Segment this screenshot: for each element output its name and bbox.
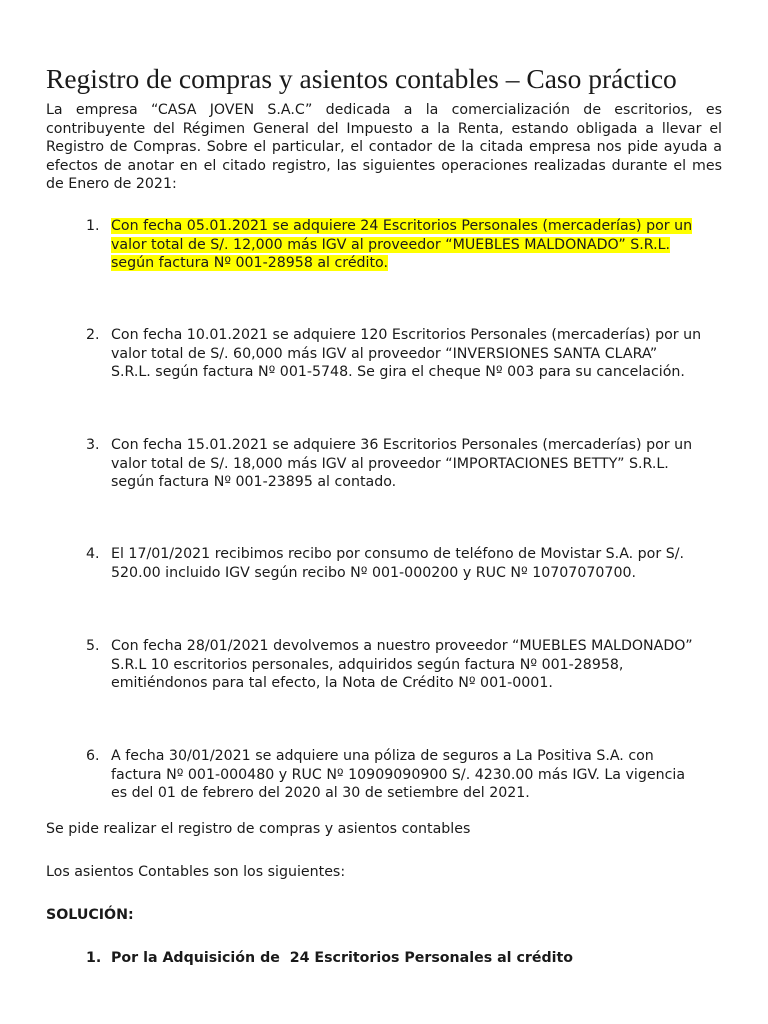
operation-line: Con fecha 10.01.2021 se adquiere 120 Escritorios Personales (mercaderías) por un <box>111 327 702 343</box>
operation-line: emitiéndonos para tal efecto, la Nota de Crédito Nº 001-0001. <box>111 675 553 691</box>
operation-line: El 17/01/2021 recibimos recibo por consumo de teléfono de Movistar S.A. por S/. <box>111 546 684 562</box>
highlighted-line: Con fecha 05.01.2021 se adquiere 24 Escritorios Personales (mercaderías) por un <box>111 218 693 234</box>
operation-text <box>111 436 711 492</box>
operation-line: S.R.L 10 escritorios personales, adquiridos según factura Nº 001-28958, <box>111 656 624 673</box>
operation-line: según factura Nº 001-23895 al contado. <box>111 474 397 490</box>
highlighted-line: valor total de S/. 12,000 más IGV al proveedor “MUEBLES MALDONADO” S.R.L. <box>111 236 671 253</box>
operation-number: 1. <box>86 218 100 234</box>
solution-number: 1. <box>86 950 102 966</box>
operation-text <box>111 637 711 693</box>
operation-item <box>46 637 722 693</box>
entries-intro-text: Los asientos Contables son los siguientes: <box>46 864 346 880</box>
operation-item <box>46 217 722 273</box>
operation-text <box>111 545 711 582</box>
operation-text <box>111 217 711 273</box>
operation-number: 6. <box>86 748 100 764</box>
operation-line: 520.00 incluido IGV según recibo Nº 001-000200 y RUC Nº 10707070700. <box>111 564 637 581</box>
operation-number: 3. <box>86 437 100 453</box>
operation-number: 5. <box>86 638 100 654</box>
operation-line: S.R.L. según factura Nº 001-5748. Se gira el cheque Nº 003 para su cancelación. <box>111 364 685 380</box>
operation-text <box>111 747 711 803</box>
intro-paragraph: La empresa “CASA JOVEN S.A.C” dedicada a la comercialización de escritorios, es contribuyente del Régimen General del Impuesto a la Renta, estando obligada a llevar el Registro de Compras. Sobre el particular, el contador de la citada empresa nos pide ayuda a efectos de anotar en el citado registro, las siguientes operaciones realizadas durante el mes de Enero de 2021: <box>46 102 722 192</box>
operation-line: A fecha 30/01/2021 se adquiere una póliza de seguros a La Positiva S.A. con <box>111 748 654 764</box>
operation-item <box>46 326 722 382</box>
solution-heading: SOLUCIÓN: <box>46 907 134 923</box>
operation-item <box>46 747 722 803</box>
operation-line: factura Nº 001-000480 y RUC Nº 10909090900 S/. 4230.00 más IGV. La vigencia <box>111 766 686 783</box>
highlighted-line: según factura Nº 001-28958 al crédito. <box>111 255 388 271</box>
operation-line: Con fecha 15.01.2021 se adquiere 36 Escritorios Personales (mercaderías) por un <box>111 437 693 453</box>
document-title: Registro de compras y asientos contables – Caso práctico <box>46 63 677 94</box>
operation-number: 4. <box>86 546 100 562</box>
operation-item <box>46 436 722 492</box>
operation-line: valor total de S/. 60,000 más IGV al proveedor “INVERSIONES SANTA CLARA” <box>111 345 658 362</box>
operation-line: valor total de S/. 18,000 más IGV al proveedor “IMPORTACIONES BETTY” S.R.L. <box>111 455 669 472</box>
solution-text: Por la Adquisición de 24 Escritorios Personales al crédito <box>111 950 574 966</box>
operation-text <box>111 326 711 382</box>
operation-line: Con fecha 28/01/2021 devolvemos a nuestro proveedor “MUEBLES MALDONADO” <box>111 638 693 654</box>
operation-item <box>46 545 722 582</box>
solution-item <box>46 949 722 968</box>
operation-number: 2. <box>86 327 100 343</box>
operation-line: es del 01 de febrero del 2020 al 30 de setiembre del 2021. <box>111 785 530 801</box>
request-text: Se pide realizar el registro de compras y asientos contables <box>46 821 471 837</box>
